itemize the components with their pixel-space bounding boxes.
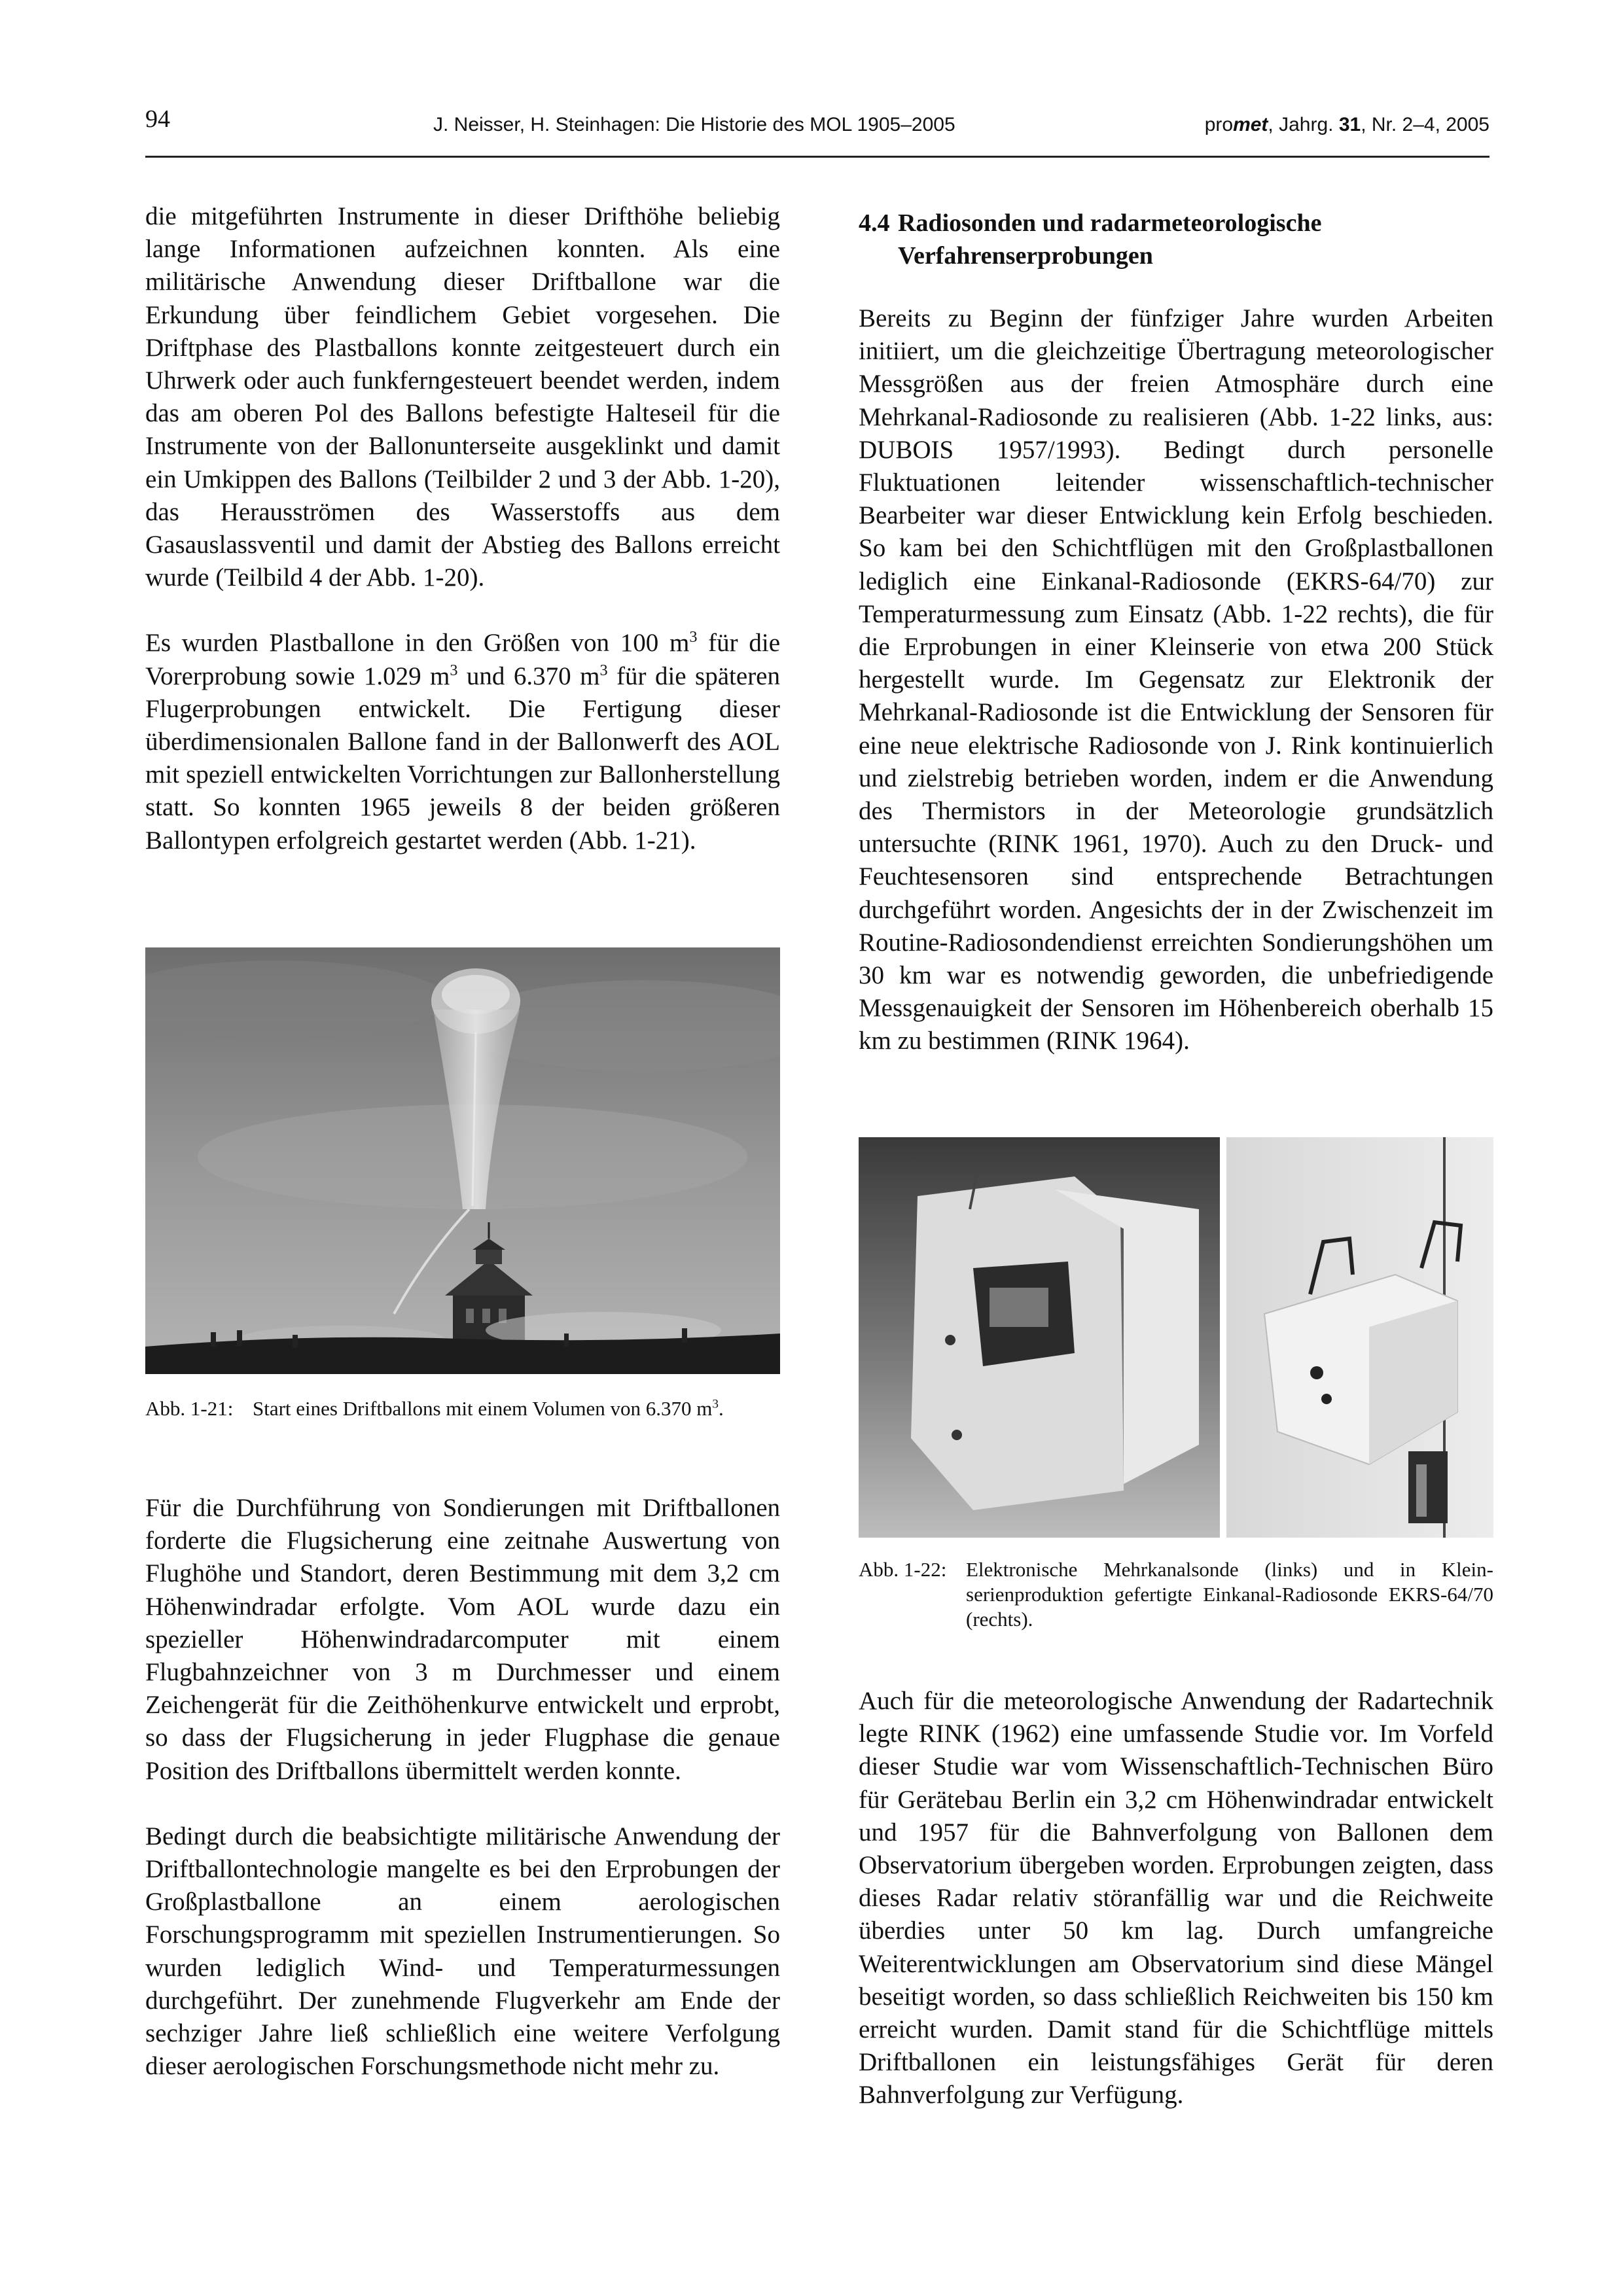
right-paragraph-1: Bereits zu Beginn der fünfziger Jahre wurden Arbeiten initiiert, um die gleichzeitige Übertragung meteorologischer Messgrößen aus der freien Atmosphäre durch eine Mehrkanal-Radiosonde zu realisieren (Abb. 1-22 links, aus: DUBOIS 1957/1993). Bedingt durch personelle Fluktuationen leitender wissenschaftlich-technischer Bearbeiter war dieser Entwicklung kein Erfolg beschieden. So kam bei den Schichtflügen mit den Großplastballonen lediglich eine Einkanal-Radiosonde (EKRS-64/70) zur Temperaturmessung zum Einsatz (Abb. 1-22 rechts), die für die Erprobungen in einer Kleinserie von etwa 200 Stück hergestellt wurde. Im Gegensatz zur Elektronik der Mehrkanal-Radiosonde ist die Entwicklung der Sensoren für eine neue elektrische Radiosonde von J. Rink kontinuierlich und zielstrebig betrieben worden, indem er die Anwendung des Thermistors in der Meteorologie grundsätzlich untersuchte (RINK 1961, 1970). Auch zu den Druck- und Feuchtesensoren sind entsprechende Betrachtungen durchgeführt worden. Angesichts der in der Zwischenzeit im Routine-Radiosondendienst erreichten Sondierungshöhen um 30 km war es notwendig geworden, die unbefriedigende Messgenauigkeit der Sensoren im Höhenbereich oberhalb 15 km zu bestimmen (RINK 1964). — [859, 304, 1493, 1055]
superscript: 3 — [450, 661, 458, 679]
right-paragraph-2: Auch für die meteorologische Anwendung der Radartechnik legte RINK (1962) eine umfassende Studie vor. Im Vorfeld dieser Studie war vom Wissenschaftlich-Technischen Büro für Gerätebau Berlin ein 3,2 cm Höhenwindradar entwickelt und 1957 für die Bahnverfolgung von Ballonen dem Observatorium übergeben worden. Erprobungen zeigten, dass dieses Radar relativ störanfällig war und die Reichweite überdies unter 50 km lag. Durch umfangreiche Weiterentwicklungen am Observatorium sind diese Mängel beseitigt worden, so dass schließlich Reichweiten bis 150 km erreicht wurden. Damit stand für die Schichtflüge mittels Driftballonen ein leistungsfähiges Gerät für deren Bahnverfolgung zur Verfügung. — [859, 1687, 1493, 2110]
left-paragraph-1: die mitgeführten Instrumente in dieser Drifthöhe beliebig lange Informationen aufzeichnen konnten. Als eine militärische Anwendung dieser Driftballone war die Erkundung über feindlichem Gebiet vorgesehen. Die Driftphase des Plastballons konnte zeitgesteuert durch ein Uhrwerk oder auch funkferngesteuert beendet werden, indem das am oberen Pol des Ballons befestigte Halteseil für die Instrumente von der Ballonunterseite ausgeklinkt und damit ein Umkippen des Ballons (Teilbilder 2 und 3 der Abb. 1-20), das Herausströmen des Wasserstoffs aus dem Gasauslassventil und damit der Abstieg des Ballons erreicht wurde (Teilbild 4 der Abb. 1-20). — [145, 202, 780, 592]
left-paragraph-4: Bedingt durch die beabsichtigte militärische Anwendung der Driftballontechnologie mangelte es bei den Erprobungen der Großplastballone an einem aerologischen Forschungsprogramm mit speziellen Instrumentierungen. So wurden lediglich Wind- und Temperaturmessungen durchgeführt. Der zunehmende Flugverkehr am Ende der sechziger Jahre ließ schließlich eine weitere Verfolgung dieser aerologischen Forschungsmethode nicht mehr zu. — [145, 1822, 780, 2081]
journal-citation — [1205, 114, 1489, 136]
left-paragraph-2 — [145, 627, 780, 857]
figure-1-22-label: Abb. 1-22: — [859, 1558, 947, 1581]
figure-1-22-radiosonde-photos — [859, 1137, 1493, 1538]
journal-italic: met — [1233, 114, 1268, 135]
left-column-bottom — [145, 1492, 780, 2083]
left-paragraph-3: Für die Durchführung von Sondierungen mit Driftballonen forderte die Flugsicherung eine zeitnahe Auswertung von Flughöhe und Standort, deren Bestimmung mit dem 3,2 cm Höhenwindradar erfolgte. Vom AOL wurde dazu ein spezieller Höhenwindradarcomputer mit einem Flugbahnzeichner von 3 m Durchmesser und einem Zeichengerät für die Zeithöhenkurve entwickelt und erprobt, so dass der Flugsicherung in jeder Flugphase die genaue Position des Driftballons übermittelt werden konnte. — [145, 1494, 780, 1785]
right-column-top — [859, 207, 1493, 1058]
figure-1-22-caption-text: Elektronische Mehrkanalsonde (links) und in Kleinserienproduktion gefertigte Einkanal-Radiosonde EKRS-64/70 (rechts). — [966, 1558, 1493, 1631]
figure-1-21-caption-text — [253, 1396, 780, 1421]
right-column-bottom — [859, 1685, 1493, 2112]
page-number: 94 — [145, 105, 170, 133]
text-run: Es wurden Plastballone in den Größen von 100 m — [145, 629, 690, 658]
running-header — [145, 103, 1489, 158]
section-number: 4.4 — [859, 209, 890, 237]
figure-1-21-caption — [145, 1396, 780, 1449]
radiosonde-images — [859, 1137, 1493, 1538]
section-title-line-1: Radiosonden und radarmeteorologische — [898, 209, 1322, 237]
left-column-top — [145, 200, 780, 857]
journal-volume: 31 — [1338, 114, 1361, 135]
text-run: und 6.370 m — [457, 662, 600, 690]
figure-1-21-label: Abb. 1-21: — [145, 1397, 234, 1420]
text-run: für die späteren Flugerprobungen entwickelt. Die Fertigung dieser überdimensionalen Ballone fand in der Ballonwerft des AOL mit speziell entwickelten Vorrichtungen zur Ballonherstellung statt. So konnten 1965 jeweils 8 der beiden größeren Ballontypen erfolgreich gestartet werden (Abb. 1-21). — [145, 662, 780, 855]
balloon-launch-image — [145, 947, 780, 1374]
journal-issue: , Nr. 2–4, 2005 — [1361, 114, 1489, 135]
journal-rest: , Jahrg. — [1268, 114, 1339, 135]
superscript: 3 — [689, 628, 698, 646]
text-run: für die Vorerprobung sowie 1.029 m — [145, 629, 781, 690]
journal-prefix: pro — [1204, 114, 1234, 135]
running-title: J. Neisser, H. Steinhagen: Die Historie des MOL 1905–2005 — [433, 114, 955, 135]
superscript: 3 — [712, 1397, 719, 1411]
section-heading — [859, 207, 1493, 272]
text-run: . — [718, 1397, 724, 1420]
superscript: 3 — [599, 661, 608, 679]
figure-1-21-balloon-photo — [145, 947, 780, 1374]
text-run: Start eines Driftballons mit einem Volumen von 6.370 m — [253, 1397, 713, 1420]
section-title-line-2: Verfahrenserprobungen — [898, 242, 1153, 270]
figure-1-22-caption — [859, 1557, 1493, 1636]
